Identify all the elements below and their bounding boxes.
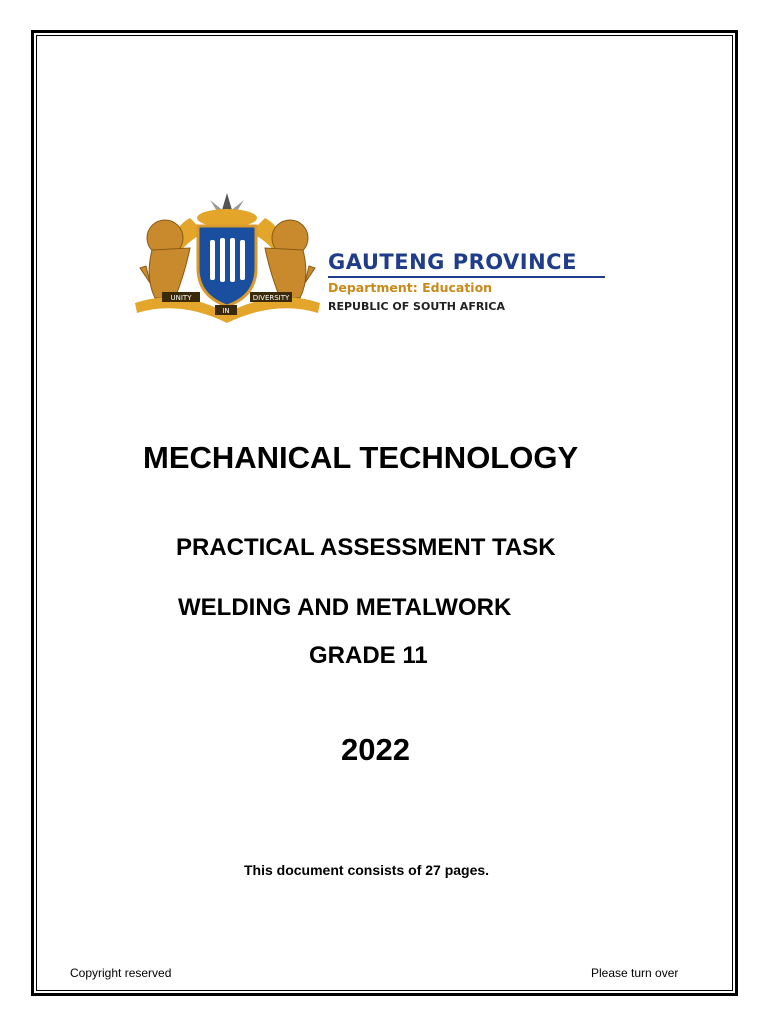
crest-top-icon (197, 193, 257, 227)
shield-icon (198, 226, 256, 306)
province-name: GAUTENG PROVINCE (328, 250, 577, 274)
task-title: PRACTICAL ASSESSMENT TASK (176, 534, 556, 561)
grade-title: GRADE 11 (309, 642, 428, 669)
year-title: 2022 (341, 732, 410, 767)
footer-turn-over: Please turn over (591, 966, 679, 980)
motto-diversity: DIVERSITY (252, 294, 290, 302)
page-count-note: This document consists of 27 pages. (244, 862, 490, 878)
republic-name: REPUBLIC OF SOUTH AFRICA (328, 300, 505, 313)
province-divider (328, 276, 605, 278)
topic-title: WELDING AND METALWORK (178, 594, 512, 621)
coat-of-arms-logo (130, 188, 325, 323)
motto-in: IN (222, 307, 230, 315)
motto-unity: UNITY (170, 294, 192, 302)
footer-copyright: Copyright reserved (70, 966, 172, 980)
subject-title: MECHANICAL TECHNOLOGY (143, 440, 579, 475)
page-border-inner (36, 35, 733, 991)
department-name: Department: Education (328, 280, 493, 295)
